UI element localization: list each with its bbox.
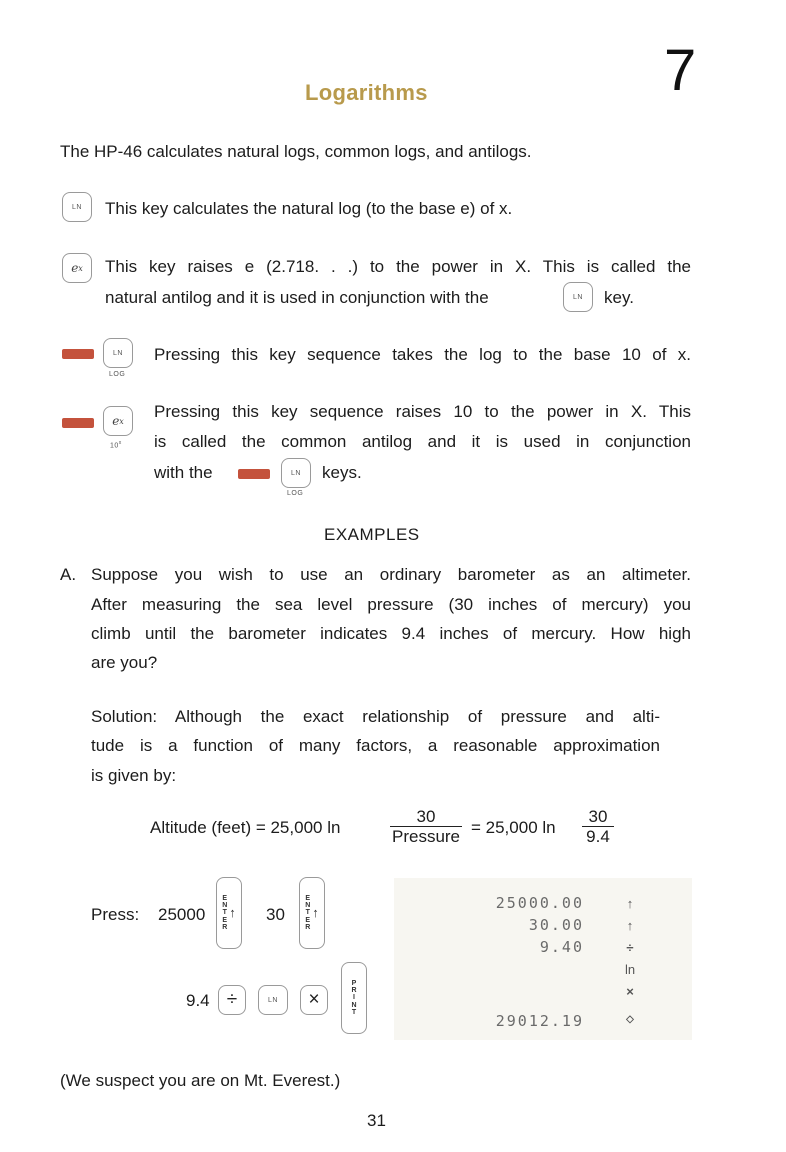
shift-key: [62, 349, 94, 359]
formula-fraction-1: [390, 808, 462, 845]
tenx-definition-line-3: with the: [154, 463, 213, 482]
printer-tape: [394, 878, 692, 1040]
tape-result: 29012.19: [495, 1012, 584, 1030]
press-value-9-4: 9.4: [186, 991, 210, 1010]
formula-fraction-2: [582, 808, 614, 845]
solution-line-1: Solution: Although the exact relationship of pressure and alti-: [91, 707, 660, 726]
formula-fraction-2-denominator: 9.4: [586, 827, 610, 846]
enter-letter: E: [222, 894, 228, 902]
log-label-inline: LOG: [287, 490, 304, 497]
ex-key-tenx-exponent: x: [119, 416, 124, 426]
ln-definition: This key calculates the natural log (to the base e) of x.: [105, 199, 513, 218]
ex-key-tenx-base: e: [112, 414, 120, 428]
formula-fraction-1-numerator: 30: [390, 808, 462, 827]
example-a-line-2: After measuring the sea level pressure (30 inches of mercury) you: [91, 595, 691, 614]
page-number: 31: [367, 1111, 386, 1130]
tenx-definition-line-2: is called the common antilog and it is used in conjunction: [154, 432, 691, 451]
solution-line-3: is given by:: [91, 766, 177, 785]
ex-definition-line-1: This key raises e (2.718. . .) to the power in X. This is called the: [105, 257, 691, 276]
ln-key-inline: LN: [563, 282, 593, 312]
tenx-label-exponent: x: [118, 440, 122, 446]
ex-key-base: e: [71, 261, 79, 275]
print-key: [341, 962, 367, 1034]
print-letter: N: [351, 1001, 357, 1009]
tenx-label-base: 10: [110, 442, 119, 450]
ln-key-sequence: LN: [258, 985, 288, 1015]
chapter-number: 7: [664, 38, 697, 103]
multiply-key: ×: [300, 985, 328, 1015]
formula-fraction-1-denominator: Pressure: [391, 827, 461, 846]
examples-title: EXAMPLES: [324, 525, 420, 544]
up-arrow-icon: ↑: [229, 905, 236, 921]
print-letter: T: [351, 1009, 357, 1017]
enter-key-2: [299, 877, 325, 949]
tape-op-1: ↑: [626, 896, 634, 911]
tape-op-6: ◇: [626, 1014, 634, 1025]
example-a-line-3: climb until the barometer indicates 9.4 inches of mercury. How high: [91, 624, 691, 643]
tenx-definition-line-3-end: keys.: [322, 463, 362, 482]
enter-key-1: [216, 877, 242, 949]
ln-key: LN: [62, 192, 92, 222]
print-letter: P: [351, 979, 357, 987]
tape-value-1: 25000.00: [495, 894, 584, 912]
example-a-line-1: Suppose you wish to use an ordinary barometer as an altimeter.: [91, 565, 691, 584]
enter-letter: N: [222, 901, 228, 909]
enter-letter: N: [305, 901, 311, 909]
enter-letter: T: [305, 909, 310, 917]
tape-op-5: ×: [626, 984, 634, 999]
shift-key-2: [62, 418, 94, 428]
print-letter: I: [353, 994, 355, 1002]
ex-key: [62, 253, 92, 283]
example-note: (We suspect you are on Mt. Everest.): [60, 1071, 341, 1090]
formula-fraction-2-numerator: 30: [582, 808, 614, 827]
ln-key-log: LN: [103, 338, 133, 368]
formula-middle: = 25,000 ln: [471, 818, 556, 837]
tape-op-2: ↑: [626, 918, 634, 933]
enter-letter: R: [305, 924, 311, 932]
print-letter: R: [351, 986, 357, 994]
shift-key-inline: [238, 469, 270, 479]
ex-key-tenx: [103, 406, 133, 436]
log-definition: Pressing this key sequence takes the log to the base 10 of x.: [154, 345, 691, 364]
page-heading: Logarithms: [305, 80, 428, 105]
log-label: LOG: [109, 371, 126, 378]
up-arrow-icon: ↑: [312, 905, 319, 921]
ln-key-inline-2: LN: [281, 458, 311, 488]
tape-op-4: ln: [624, 962, 636, 977]
example-a-label: A.: [60, 565, 77, 584]
enter-letter: E: [305, 894, 311, 902]
formula-left: Altitude (feet) = 25,000 ln: [150, 818, 341, 837]
press-value-30: 30: [266, 905, 285, 924]
example-a-line-4: are you?: [91, 653, 158, 672]
enter-letter: R: [222, 924, 228, 932]
divide-key: ÷: [218, 985, 246, 1015]
press-value-25000: 25000: [158, 905, 206, 924]
intro-text: The HP-46 calculates natural logs, common logs, and antilogs.: [60, 142, 532, 161]
tape-value-3: 9.40: [539, 938, 584, 956]
tape-value-2: 30.00: [528, 916, 584, 934]
tenx-label: [110, 440, 122, 449]
enter-letter: E: [222, 916, 228, 924]
tenx-definition-line-1: Pressing this key sequence raises 10 to the power in X. This: [154, 402, 691, 421]
ex-key-exponent: x: [78, 263, 83, 273]
press-label: Press:: [91, 905, 140, 924]
ex-definition-line-2: natural antilog and it is used in conjunction with the: [105, 288, 489, 307]
enter-letter: T: [222, 909, 227, 917]
ex-definition-line-2-end: key.: [604, 288, 634, 307]
enter-letter: E: [305, 916, 311, 924]
solution-line-2: tude is a function of many factors, a reasonable approximation: [91, 736, 660, 755]
tape-op-3: ÷: [626, 940, 634, 955]
